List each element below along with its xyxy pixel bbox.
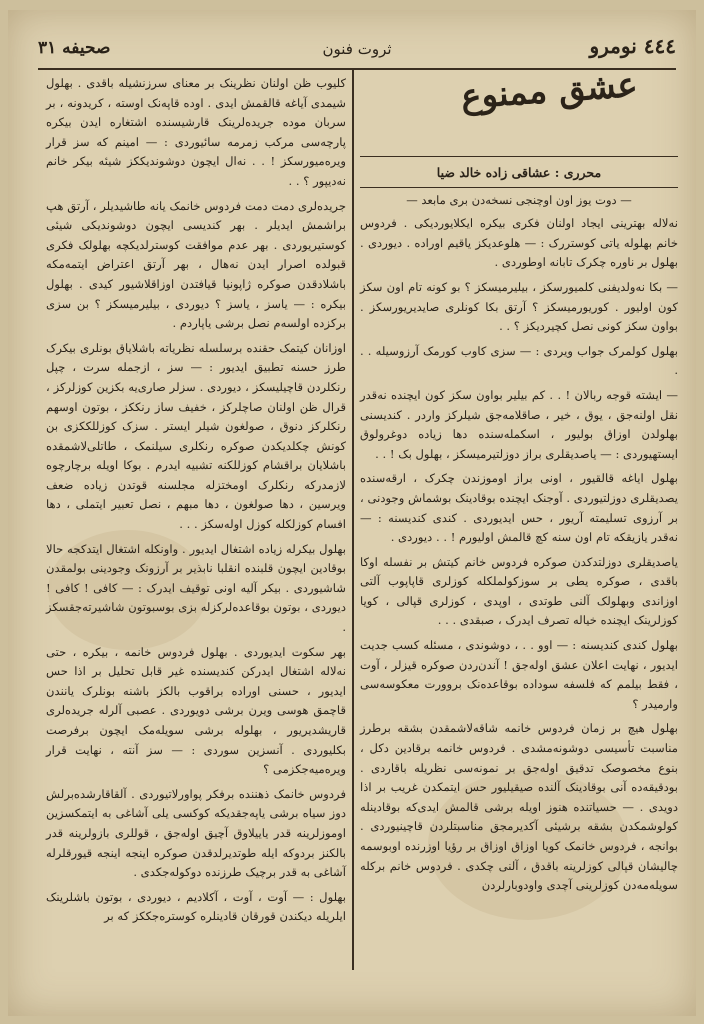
article-title: عشق ممنوع <box>459 64 640 118</box>
article-epigraph: — دوت یوز اون اوچنجی نسخه‌دن بری مابعد — <box>406 192 632 207</box>
paragraph: بهلول بیکرله زیاده اشتغال ایدیور . واونکله اشتغال ایتدکجه حالا بوقادین ایچون قلبنده انقلبا نابذیر بر آرزونک وجودینی بولمقدن شاشیوردی . بیکر آلیه اونی توقیف ایدرک : — کافی ! کافی ! دیوردی ، بوتون بوقاعده‌لرکزله بزی بوسبوتون شاشیرته‌جقسکز . <box>46 541 346 635</box>
column-divider <box>352 70 354 970</box>
paragraph: بهلول ایاغه قالقیور ، اونی براز اوموزندن چکرک ، ارقه‌سنده یصدیقلری دوزلتیوردی . آوجنک ایچنده بوقادینک بوشماش وجودنی ، بر آرزوی تسلیمته آریور ، حس ایدیوردی . کندی کندیسنه : — نه‌قدر یازیقکه تام اون سنه کچ قالمش اولیورم ! . . دیوردی . <box>360 471 678 545</box>
issue-number: ٤٤٤ نومرو <box>589 34 676 58</box>
journal-title: ثروت فنون <box>322 40 392 58</box>
paragraph: — بکا نه‌ولدیفنی کلمیورسکز ، بیلیرمیسکز ؟ بو کونه تام اون سکز کون اولیور . کوریورمیسکز ؟ آرتق بکا کونلری صایدیریورسکز . بواون سکز کونی نصل کچیردیکز ؟ . . <box>360 279 678 334</box>
newspaper-page <box>8 10 696 1016</box>
left-column <box>46 74 346 932</box>
paragraph: اوزانان کیتمک حقنده برسلسله نظریاته باشلایاق بونلری بیکرک طرز حسنه تطبیق ایدیور : — سز ، ازجمله سرت ، چپل رنکلردن قاچیلیسکز ، دیوردی . سزلر صاری‌یه بکزین کوزلرکز ، قرال ظن اولنان صاچلرکز ، خفیف ساز رنککز ، بوتون اوسهم رنکلرکز دنوق ، صولغون شیلر ایستر . سزک کوزللککزی بن کونش چکلدیکدن صوکره رنکلری سیلنمک ، طاتلی‌لاشمقده باشلایان براقشام کوزللکنه تشبیه ایدرم . بوکا اویله برچارچوه لازمدرکه رنکلرک اومختزله مجلسنه قوتدن زیاده ضعف ویرسین ، دها صولغون ، دها مبهم ، نصل تعبیر ایتملی ، دها افسام کوزلکله کوزل اوله‌سکز . . . <box>46 340 346 532</box>
article-author: محرری : عشاقی زاده خالد ضیا <box>360 161 678 188</box>
paragraph: بهلول : — آوت ، آوت ، آکلادیم ، دیوردی ، بوتون باشلرینک ایلریله دیکندن قورقان قادینلره کوستره‌جککز که بر <box>46 889 346 924</box>
paragraph: نه‌ﻻله بهترینی ایجاد اولنان فکری بیکره ایکلایوردیکی . فردوس خانم بهلوله یاتی کوستررک : — هلوعدیکز یاقیم اوراده . دیوردی . بهلول بر ناوره چکرک تابانه اوطوردی . <box>360 216 678 270</box>
right-column <box>360 64 678 901</box>
paragraph: فردوس خانمک ذهننده برفکر پواورلاتیوردی . آلقاقارشده‌برلش دوز سیاه برشی یاپه‌جقدیکه کوکسی یلی آشاغی به ایتمکسزین اوموزلرینه قدر یاییلاوق آچیق اوله‌جق ، قوللری بازولرینه قدر بالکنز بردوکه ایله طوتدیرلدقدن صوکره اینجه اینجه قیورقلرله آشاغی به قدر برچیک طرزنده دوکوله‌جکدی . <box>46 786 346 880</box>
paragraph: بهلول کندی کندیسنه : — اوو . . ، دوشوندی ، مسئله کسب جدیت ایدیور ، نهایت اعلان عشق اوله‌جق ! آندن‌ردن صوکره قیزلر ، آوت ، فقط بیلمم که فلسفه سوداده بوقاعده‌نک بروورت معکوسه‌سی وارمیدر ؟ <box>360 638 678 711</box>
paragraph: کلیوب ظن اولنان نظرینک بر معنای سرزنشیله باقدی . بهلول شیمدی آیاغه قالقمش ایدی . اوده قاپه‌نک اوسته ، کریدونه ، بر سربان موده جریده‌لرینک قارشیسنده اشتغاره ایدن بیکره پارچه‌سی مرکب زمرمه سائیوردی : — امینم که سز قرار ویره‌میورسکز ! . . نه‌ال ایچون دوشوندیککز شیئه بیکر خانم نه‌دیپور ؟ . . <box>46 76 346 188</box>
page-header <box>38 32 676 70</box>
paragraph: — ایشته قوجه رباﻻن ! . . کم بیلیر بواون سکز کون ایچنده نه‌قدر نقل اولنه‌جق ، یوق ، خیر ، صاقلامه‌جق شیلرکز واردر . کندیسنی بهلولدن اوزاق بولیور ، اسکمله‌سنده دها زیاده دوغرولوق ایستهیوردی : — یاصدیقلری براز دوزلتیرمیسکز ، بهلول بک ! . . <box>360 387 678 461</box>
paragraph: بهلول کولمرک جواب ویردی : — سزی کاوب کورمک آرزوسیله . . . <box>360 343 678 378</box>
paragraph: بهلول هیچ بر زمان فردوس خانمه شاقه‌لاشمقدن بشقه برطرز مناسبت تأسیسی دوشونه‌مشدی . فردوس خانمه برقادین دکل ، بنوع مخصوصک تدقیق اوله‌جق بر نمونه‌سی نظریله باقاردی . بودقیقه‌ده آنی بوقادینک آلنده صیقیلیور حس ایتمکدن غریب بر اذا دویدی . — حسیاتنده هنوز اویله برشی قالمش ایدی‌که بوقادینله کولوشمکدن بشقه برشیئی آکدیرمجق مناسبتلردن قاچینیوردی . بوانجه ، فردوس خانمک کویا اوزاق اوزاق بر رؤیا اوزرنده اوبوسمه چالیشان قپالی کوزلرینه باقدق ، آلنی چکدی . فردوس خانم برکله سویله‌مه‌دن کوزلرینی آچدی واودوبارلردن <box>360 721 678 893</box>
page-number: صحیفه ۳۱ <box>38 38 111 58</box>
paragraph: یاصدیقلری دوزلتدکدن صوکره فردوس خانم کیتش بر نفسله اوکا باقدی ، صوکره یطی بر سوزکولملکله کوزلری قاپاپوب آلتی اوزاندی وبهلولک آلنی طوتدی ، اوپدی ، کوزلری قپالی ، کویا کوزلرینک ایچنده خیاله تصرف ایدرک ، صبقدی . . . <box>360 554 678 628</box>
paragraph: بهر سکوت ایدیوردی . بهلول فردوس خانمه ، بیکره ، حتی نه‌ﻻله اشتغال ایدرکن کندیسنده غیر قابل تحلیل بر اذا حس ایدیور ، حسنی اوراده براقوب بالکز باشنه بونلرک یانندن قاچمق هوسی ویرن برشی دویوردی . عصبی آلرله جریده‌لری قاریشدیریور ، بهلوله برشی سویله‌مک ایچون برفرصت بکلیوردی . آنسزین سوردی : — سز آنته ، نهایت قرار ویره‌میه‌جکزمی ؟ <box>46 644 346 777</box>
article-title-box <box>360 64 678 157</box>
paragraph: جریده‌لری دمت دمت فردوس خانمک یانه طاشیدیلر ، آرتق هپ براشمش ایدیلر . بهر کندیسی ایچون دوشوندیکی شیئی کوستیریوردی . بهر عدم موافقت کوسترلدیکچه بهلولک فکری قبولده اصرار ایدن نه‌هال ، بهر آرتق اعتراض ایتمه‌مکه باشلادقدن صوکره ژاپونیا قیافتدن اوزاقلاشیور کیدی . بهلول بیکره : — یاسز ، یاسز ؟ دیوردی ، بیلیرمیسکز ؟ بن سزی برکزده اولسه‌م نصل برشی یاپاردم . <box>46 198 346 331</box>
